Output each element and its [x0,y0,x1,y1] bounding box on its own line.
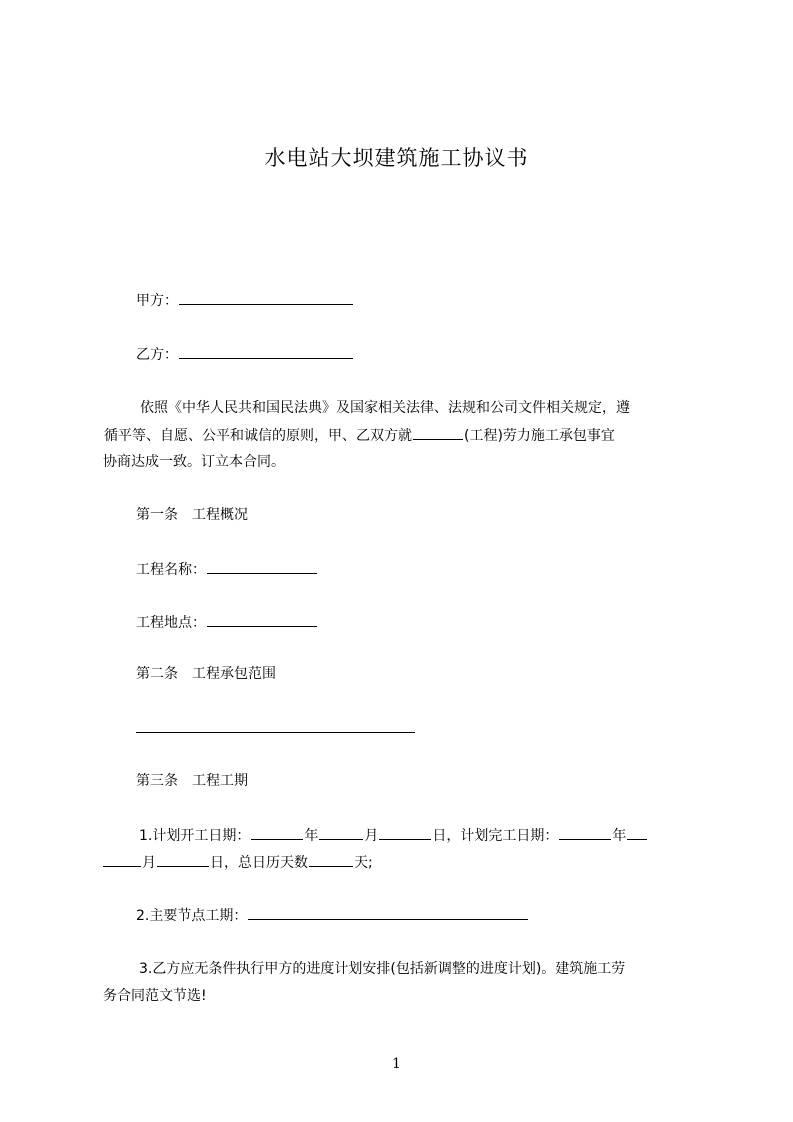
intro-line-2 [104,425,615,446]
start-date-label: 1.计划开工日期： [139,828,251,844]
scope-blank [136,718,415,733]
party-b-label: 乙方： [136,347,178,363]
project-name-label: 工程名称： [136,562,206,578]
milestone-blank [248,905,528,920]
document-title: 水电站大坝建筑施工协议书 [264,146,529,170]
article-2-heading: 第二条 工程承包范围 [136,666,276,682]
start-day-blank [379,825,431,840]
finish-day-blank [157,852,209,867]
party-b-line [136,344,354,365]
page-number: 1 [392,1056,401,1072]
intro-line-3: 协商达成一致。订立本合同。 [103,454,285,470]
project-name-line [136,559,318,580]
article-3-heading: 第三条 工程工期 [136,773,248,789]
start-month-unit: 月 [364,828,379,844]
start-month-blank [319,825,363,840]
schedule-line-1 [139,825,648,846]
party-a-line [136,290,354,311]
project-name-blank [207,559,317,574]
project-location-label: 工程地点： [136,615,206,631]
total-days-blank [309,852,353,867]
finish-year-unit: 年 [612,828,627,844]
finish-month-blank-part-1 [627,825,647,840]
intro-line-2-after: (工程)劳力施工承包事宜 [464,428,615,444]
start-year-blank [251,825,303,840]
finish-date-label: 计划完工日期： [460,828,559,844]
milestone-label: 2.主要节点工期： [136,908,248,924]
total-days-unit: 天; [354,855,373,871]
project-blank [413,425,463,440]
intro-line-1: 依照《中华人民共和国民法典》及国家相关法律、法规和公司文件相关规定，遵 [140,400,630,416]
clause-3-line-2: 务合同范文节选! [103,988,207,1004]
party-a-blank [179,290,353,305]
project-location-line [136,612,318,633]
finish-month-unit: 月 [142,855,156,871]
project-location-blank [207,612,317,627]
party-a-label: 甲方： [136,293,178,309]
milestone-line [136,905,529,926]
start-day-unit: 日， [432,828,461,844]
schedule-line-2 [103,852,373,873]
scope-line [136,718,415,739]
clause-3-line-1: 3.乙方应无条件执行甲方的进度计划安排(包括新调整的进度计划)。建筑施工劳 [139,961,626,977]
party-b-blank [179,344,353,359]
finish-month-blank-part-2 [103,852,141,867]
intro-line-2-before: 循平等、自愿、公平和诚信的原则，甲、乙双方就 [104,428,412,444]
start-year-unit: 年 [304,828,319,844]
total-days-label: 日，总日历天数 [210,855,308,871]
finish-year-blank [559,825,611,840]
article-1-heading: 第一条 工程概况 [136,507,248,523]
